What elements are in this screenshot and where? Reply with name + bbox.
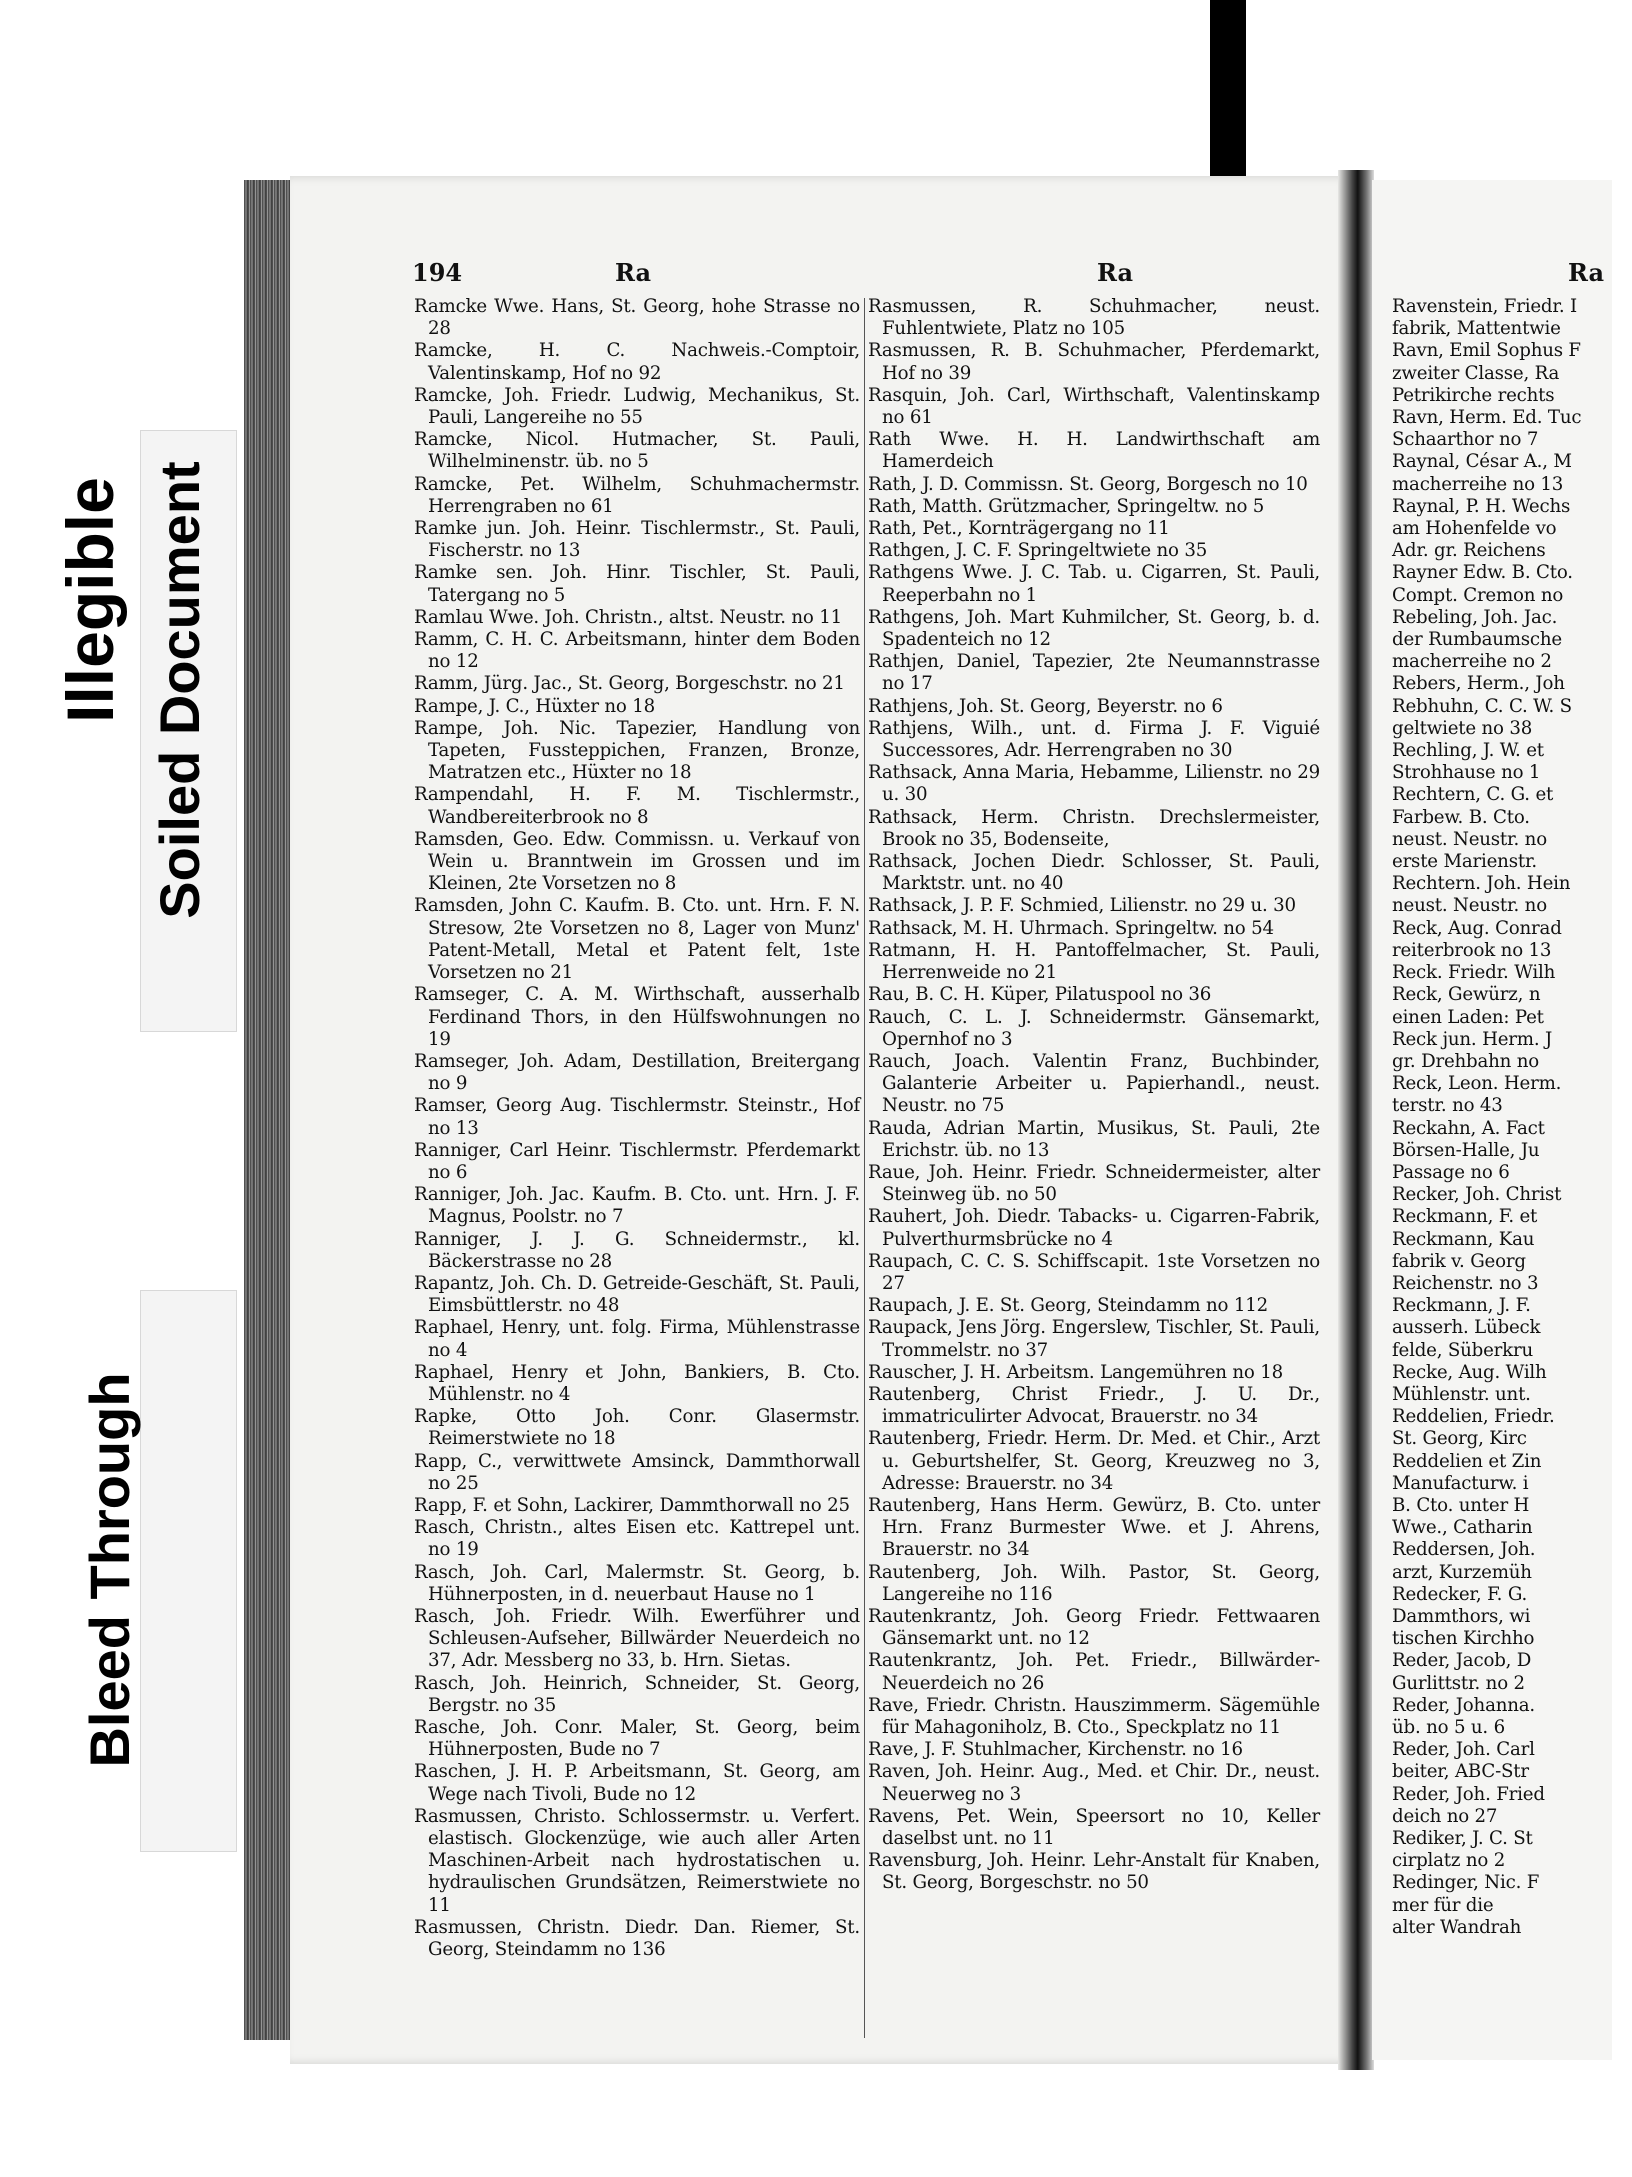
facing-page-line: Schaarthor no 7 xyxy=(1392,429,1539,451)
facing-page-line: einen Laden: Pet xyxy=(1392,1006,1544,1028)
facing-page-line: Rebhuhn, C. C. W. S xyxy=(1392,695,1572,717)
directory-entry: Rathsack, Anna Maria, Hebamme, Lilienstr. no 29 u. 30 xyxy=(868,762,1320,806)
bleed-through-label: Bleed Through xyxy=(78,1372,141,1768)
directory-entry: Rasch, Joh. Friedr. Wilh. Ewerführer und Schleusen-Aufseher, Billwärder Neuerdeich no 37, Adr. Messberg no 33, b. Hrn. Sietas. xyxy=(414,1605,860,1672)
directory-entry: Rapp, C., verwittwete Amsinck, Dammthorwall no 25 xyxy=(414,1450,860,1494)
facing-page-line: Raynal, César A., M xyxy=(1392,451,1572,473)
directory-entry: Rauhert, Joh. Diedr. Tabacks- u. Cigarren-Fabrik, Pulverthurmsbrücke no 4 xyxy=(868,1206,1320,1250)
directory-column-left xyxy=(414,296,860,1961)
directory-entry: Rath, Matth. Grützmacher, Springeltw. no 5 xyxy=(868,495,1265,517)
facing-page-line: Reckahn, A. Fact xyxy=(1392,1117,1545,1139)
facing-page-line: Reder, Joh. Carl xyxy=(1392,1739,1535,1761)
facing-page-line: Ravn, Emil Sophus F xyxy=(1392,340,1581,362)
facing-page-line: deich no 27 xyxy=(1392,1805,1498,1827)
directory-entry: Rampe, J. C., Hüxter no 18 xyxy=(414,695,655,717)
directory-entry: Rautenberg, Friedr. Herm. Dr. Med. et Chir., Arzt u. Geburtshelfer, St. Georg, Kreuzweg no 3, Adresse: Brauerstr. no 34 xyxy=(868,1428,1320,1494)
directory-entry: Rasche, Joh. Conr. Maler, St. Georg, beim Hühnerposten, Bude no 7 xyxy=(414,1717,860,1761)
directory-entry: Ramcke, Joh. Friedr. Ludwig, Mechanikus, St. Pauli, Langereihe no 55 xyxy=(414,384,860,429)
facing-page-line: neust. Neustr. no xyxy=(1392,828,1547,850)
directory-entry: Rautenkrantz, Joh. Pet. Friedr., Billwärder-Neuerdeich no 26 xyxy=(868,1650,1320,1694)
facing-page-line: Rebers, Herm., Joh xyxy=(1392,673,1565,695)
facing-page-line: Rebeling, Joh. Jac. xyxy=(1392,606,1558,628)
facing-page-line: Redinger, Nic. F xyxy=(1392,1872,1540,1894)
bookmark-ribbon xyxy=(1210,0,1246,188)
directory-entry: Raphael, Henry et John, Bankiers, B. Cto. Mühlenstr. no 4 xyxy=(414,1361,860,1405)
directory-entry: Raupach, C. C. S. Schiffscapit. 1ste Vorsetzen no 27 xyxy=(868,1250,1320,1294)
facing-page-line: reiterbrook no 13 xyxy=(1392,939,1552,961)
directory-entry: Rautenberg, Christ Friedr., J. U. Dr., immatriculirter Advocat, Brauerstr. no 34 xyxy=(868,1383,1320,1428)
facing-page-line: Rechling, J. W. et xyxy=(1392,740,1544,762)
directory-entry: Rathjens, Joh. St. Georg, Beyerstr. no 6 xyxy=(868,695,1223,717)
facing-page-line: üb. no 5 u. 6 xyxy=(1392,1717,1505,1738)
directory-entry: Rautenkrantz, Joh. Georg Friedr. Fettwaaren Gänsemarkt unt. no 12 xyxy=(868,1605,1320,1650)
directory-entry: Ramcke, Nicol. Hutmacher, St. Pauli, Wilhelminenstr. üb. no 5 xyxy=(414,429,860,473)
facing-page-line: Reddersen, Joh. xyxy=(1392,1539,1536,1561)
facing-page-line: macherreihe no 13 xyxy=(1392,473,1564,495)
facing-page-line: B. Cto. unter H xyxy=(1392,1494,1530,1516)
facing-page-line: Reddelien et Zin xyxy=(1392,1450,1542,1472)
column-divider xyxy=(864,298,865,2038)
directory-entry: Rapp, F. et Sohn, Lackirer, Dammthorwall no 25 xyxy=(414,1494,850,1516)
facing-page-line: Reddelien, Friedr. xyxy=(1392,1406,1555,1428)
directory-entry: Rath, Pet., Kornträgergang no 11 xyxy=(868,518,1170,540)
facing-page-line: Adr. gr. Reichens xyxy=(1392,540,1546,562)
directory-entry: Rauch, Joach. Valentin Franz, Buchbinder, Galanterie Arbeiter u. Papierhandl., neust. Neustr. no 75 xyxy=(868,1050,1320,1117)
directory-entry: Ramser, Georg Aug. Tischlermstr. Steinstr., Hof no 13 xyxy=(414,1095,860,1139)
facing-page-line: Rayner Edw. B. Cto. xyxy=(1392,562,1573,584)
facing-page-line: Reckmann, Kau xyxy=(1392,1228,1535,1250)
directory-entry: Ramseger, C. A. M. Wirthschaft, ausserhalb Ferdinand Thors, in den Hülfswohnungen no 19 xyxy=(414,984,860,1050)
directory-entry: Raue, Joh. Heinr. Friedr. Schneidermeister, alter Steinweg üb. no 50 xyxy=(868,1161,1320,1206)
facing-page-line: Reck jun. Herm. J xyxy=(1392,1028,1553,1050)
directory-entry: Rave, J. F. Stuhlmacher, Kirchenstr. no 16 xyxy=(868,1739,1243,1761)
facing-page-line: Reck, Leon. Herm. xyxy=(1392,1073,1562,1095)
facing-page-line: Wwe., Catharin xyxy=(1392,1517,1533,1539)
directory-entry: Rauda, Adrian Martin, Musikus, St. Pauli, 2te Erichstr. üb. no 13 xyxy=(868,1117,1320,1161)
directory-entry: Rasquin, Joh. Carl, Wirthschaft, Valentinskamp no 61 xyxy=(868,384,1320,429)
directory-entry: Ratmann, H. H. Pantoffelmacher, St. Pauli, Herrenweide no 21 xyxy=(868,939,1320,984)
running-head-left: Ra xyxy=(615,258,652,287)
directory-entry: Rasch, Joh. Carl, Malermstr. St. Georg, b. Hühnerposten, in d. neuerbaut Hause no 1 xyxy=(414,1561,860,1605)
directory-entry: Ramsden, Geo. Edw. Commissn. u. Verkauf von Wein u. Branntwein im Grossen und im Kleinen, 2te Vorsetzen no 8 xyxy=(414,828,860,895)
directory-entry: Ramsden, John C. Kaufm. B. Cto. unt. Hrn. F. N. Stresow, 2te Vorsetzen no 8, Lager von Munz' Patent-Metall, Metal et Patent felt, 1ste Vorsetzen no 21 xyxy=(414,895,860,984)
facing-page-line: St. Georg, Kirc xyxy=(1392,1428,1527,1450)
directory-entry: Ranniger, Carl Heinr. Tischlermstr. Pferdemarkt no 6 xyxy=(414,1139,860,1183)
directory-entry: Rathjen, Daniel, Tapezier, 2te Neumannstrasse no 17 xyxy=(868,651,1320,695)
directory-column-right xyxy=(868,296,1320,1895)
directory-entry: Raupack, Jens Jörg. Engerslew, Tischler, St. Pauli, Trommelstr. no 37 xyxy=(868,1317,1320,1361)
facing-page-line: Ravenstein, Friedr. I xyxy=(1392,296,1577,317)
facing-page-line: Reck, Aug. Conrad xyxy=(1392,917,1562,939)
directory-entry: Raschen, J. H. P. Arbeitsmann, St. Georg, am Wege nach Tivoli, Bude no 12 xyxy=(414,1761,860,1805)
label-tab-bleed xyxy=(140,1290,237,1852)
illegible-label: Illegible xyxy=(53,477,127,723)
facing-page-line: fabrik, Mattentwie xyxy=(1392,318,1561,340)
directory-entry: Rapke, Otto Joh. Conr. Glasermstr. Reimerstwiete no 18 xyxy=(414,1406,860,1450)
directory-entry: Ravensburg, Joh. Heinr. Lehr-Anstalt für Knaben, St. Georg, Borgeschstr. no 50 xyxy=(868,1850,1320,1894)
directory-entry: Rampendahl, H. F. M. Tischlermstr., Wandbereiterbrook no 8 xyxy=(414,784,860,828)
soiled-document-label: Soiled Document xyxy=(148,461,211,919)
directory-entry: Rathsack, Jochen Diedr. Schlosser, St. Pauli, Marktstr. unt. no 40 xyxy=(868,851,1320,895)
facing-page-line: am Hohenfelde vo xyxy=(1392,518,1557,540)
facing-page-line: Recke, Aug. Wilh xyxy=(1392,1361,1547,1383)
directory-entry: Rasmussen, R. Schuhmacher, neust. Fuhlentwiete, Platz no 105 xyxy=(868,296,1320,340)
directory-entry: Rath, J. D. Commissn. St. Georg, Borgesch no 10 xyxy=(868,473,1308,495)
directory-entry: Ramseger, Joh. Adam, Destillation, Breitergang no 9 xyxy=(414,1050,860,1095)
directory-entry: Ravens, Pet. Wein, Speersort no 10, Keller daselbst unt. no 11 xyxy=(868,1805,1320,1850)
directory-entry: Rath Wwe. H. H. Landwirthschaft am Hamerdeich xyxy=(868,429,1320,473)
page-edges xyxy=(244,180,292,2040)
facing-page-line: felde, Süberkru xyxy=(1392,1339,1533,1361)
facing-page-line: Passage no 6 xyxy=(1392,1161,1510,1183)
directory-entry: Rathsack, M. H. Uhrmach. Springeltw. no 54 xyxy=(868,917,1274,939)
facing-page-line: zweiter Classe, Ra xyxy=(1392,362,1560,384)
facing-page-line: macherreihe no 2 xyxy=(1392,651,1552,673)
directory-entry: Rapantz, Joh. Ch. D. Getreide-Geschäft, St. Pauli, Eimsbüttlerstr. no 48 xyxy=(414,1272,860,1317)
facing-page-line: Raynal, P. H. Wechs xyxy=(1392,495,1571,517)
directory-entry: Ranniger, J. J. G. Schneidermstr., kl. Bäckerstrasse no 28 xyxy=(414,1228,860,1272)
facing-page-line: Rechtern. Joh. Hein xyxy=(1392,873,1571,895)
facing-page-line: Manufacturw. i xyxy=(1392,1472,1529,1494)
directory-entry: Rasch, Christn., altes Eisen etc. Kattrepel unt. no 19 xyxy=(414,1517,860,1561)
directory-entry: Rampe, Joh. Nic. Tapezier, Handlung von Tapeten, Fussteppichen, Franzen, Bronze, Matratzen etc., Hüxter no 18 xyxy=(414,717,860,784)
directory-entry: Rasch, Joh. Heinrich, Schneider, St. Georg, Bergstr. no 35 xyxy=(414,1672,860,1716)
facing-page-line: Recker, Joh. Christ xyxy=(1392,1184,1562,1206)
facing-page-line: Rechtern, C. G. et xyxy=(1392,784,1554,806)
directory-entry: Rasmussen, R. B. Schuhmacher, Pferdemarkt, Hof no 39 xyxy=(868,340,1320,384)
facing-page-line: fabrik v. Georg xyxy=(1392,1250,1526,1272)
facing-page-line: Reck. Friedr. Wilh xyxy=(1392,962,1556,984)
directory-entry: Rathgens Wwe. J. C. Tab. u. Cigarren, St. Pauli, Reeperbahn no 1 xyxy=(868,562,1320,606)
facing-page-line: gr. Drehbahn no xyxy=(1392,1050,1540,1072)
directory-entry: Rathsack, J. P. F. Schmied, Lilienstr. no 29 u. 30 xyxy=(868,895,1296,917)
facing-page-line: Reder, Joh. Fried xyxy=(1392,1783,1545,1805)
directory-entry: Ramke jun. Joh. Heinr. Tischlermstr., St. Pauli, Fischerstr. no 13 xyxy=(414,518,860,562)
running-head-right: Ra xyxy=(1097,258,1134,287)
facing-page-line: cirplatz no 2 xyxy=(1392,1850,1506,1872)
facing-page-line: Strohhause no 1 xyxy=(1392,762,1541,784)
directory-entry: Raphael, Henry, unt. folg. Firma, Mühlenstrasse no 4 xyxy=(414,1317,860,1361)
directory-entry: Rathsack, Herm. Christn. Drechslermeister, Brook no 35, Bodenseite, xyxy=(868,806,1320,850)
facing-page-line: Farbew. B. Cto. xyxy=(1392,806,1530,828)
directory-entry: Rautenberg, Hans Herm. Gewürz, B. Cto. unter Hrn. Franz Burmester Wwe. et J. Ahrens, Brauerstr. no 34 xyxy=(868,1494,1320,1561)
directory-entry: Rauscher, J. H. Arbeitsm. Langemühren no 18 xyxy=(868,1361,1283,1383)
facing-page-line: tischen Kirchho xyxy=(1392,1628,1535,1650)
facing-page-line: beiter, ABC-Str xyxy=(1392,1761,1529,1783)
facing-page-line: ausserh. Lübeck xyxy=(1392,1317,1541,1339)
facing-page-line: geltwiete no 38 xyxy=(1392,717,1533,739)
directory-entry: Ranniger, Joh. Jac. Kaufm. B. Cto. unt. Hrn. J. F. Magnus, Poolstr. no 7 xyxy=(414,1184,860,1228)
directory-entry: Ramke sen. Joh. Hinr. Tischler, St. Pauli, Tatergang no 5 xyxy=(414,562,860,606)
directory-entry: Rathgens, Joh. Mart Kuhmilcher, St. Georg, b. d. Spadenteich no 12 xyxy=(868,606,1320,651)
facing-page-line: der Rumbaumsche xyxy=(1392,629,1562,651)
facing-page-line: Ravn, Herm. Ed. Tuc xyxy=(1392,407,1582,429)
facing-page-line: Reck, Gewürz, n xyxy=(1392,984,1541,1006)
directory-entry: Ramlau Wwe. Joh. Christn., altst. Neustr. no 11 xyxy=(414,606,842,628)
facing-page-line: Reder, Jacob, D xyxy=(1392,1650,1532,1672)
facing-page-line: Börsen-Halle, Ju xyxy=(1392,1139,1540,1161)
directory-entry: Rasmussen, Christn. Diedr. Dan. Riemer, St. Georg, Steindamm no 136 xyxy=(414,1916,860,1961)
directory-entry: Rautenberg, Joh. Wilh. Pastor, St. Georg, Langereihe no 116 xyxy=(868,1561,1320,1605)
directory-entry: Ramcke, Pet. Wilhelm, Schuhmachermstr. Herrengraben no 61 xyxy=(414,473,860,517)
running-head-facing-page: Ra xyxy=(1568,258,1605,287)
directory-entry: Rathjens, Wilh., unt. d. Firma J. F. Viguié Successores, Adr. Herrengraben no 30 xyxy=(868,717,1320,762)
directory-entry: Ramcke Wwe. Hans, St. Georg, hohe Strasse no 28 xyxy=(414,296,860,340)
directory-entry: Ramm, C. H. C. Arbeitsmann, hinter dem Boden no 12 xyxy=(414,629,860,673)
facing-page-line: Compt. Cremon no xyxy=(1392,584,1564,606)
directory-entry: Raupach, J. E. St. Georg, Steindamm no 112 xyxy=(868,1295,1268,1317)
facing-page-line: alter Wandrah xyxy=(1392,1916,1522,1938)
facing-page-line: neust. Neustr. no xyxy=(1392,895,1547,917)
directory-entry: Ramm, Jürg. Jac., St. Georg, Borgeschstr. no 21 xyxy=(414,673,845,695)
facing-page-line: mer für die xyxy=(1392,1894,1494,1916)
facing-page-line: Mühlenstr. unt. xyxy=(1392,1383,1531,1405)
facing-page-line: Petrikirche rechts xyxy=(1392,384,1555,406)
facing-page-line: Dammthors, wi xyxy=(1392,1605,1531,1627)
facing-page-line: Reder, Johanna. xyxy=(1392,1694,1535,1716)
directory-entry: Rauch, C. L. J. Schneidermstr. Gänsemarkt, Opernhof no 3 xyxy=(868,1006,1320,1050)
directory-entry: Rau, B. C. H. Küper, Pilatuspool no 36 xyxy=(868,984,1212,1006)
facing-page-line: arzt, Kurzemüh xyxy=(1392,1561,1532,1583)
directory-column-facing xyxy=(1392,296,1632,1939)
facing-page-line: Gurlittstr. no 2 xyxy=(1392,1672,1525,1694)
book-gutter xyxy=(1338,170,1374,2070)
directory-entry: Ramcke, H. C. Nachweis.-Comptoir, Valentinskamp, Hof no 92 xyxy=(414,340,860,384)
directory-entry: Raven, Joh. Heinr. Aug., Med. et Chir. Dr., neust. Neuerweg no 3 xyxy=(868,1761,1320,1805)
facing-page-line: Reckmann, F. et xyxy=(1392,1206,1538,1228)
facing-page-line: Reichenstr. no 3 xyxy=(1392,1272,1539,1294)
directory-entry: Rave, Friedr. Christn. Hauszimmerm. Sägemühle für Mahagoniholz, B. Cto., Speckplatz no 11 xyxy=(868,1694,1320,1738)
directory-entry: Rathgen, J. C. F. Springeltwiete no 35 xyxy=(868,540,1208,562)
facing-page-line: erste Marienstr. xyxy=(1392,851,1538,873)
facing-page-line: terstr. no 43 xyxy=(1392,1095,1503,1117)
directory-entry: Rasmussen, Christo. Schlossermstr. u. Verfert. elastisch. Glockenzüge, wie auch aller Arten Maschinen-Arbeit nach hydrostatischen u. hydraulischen Grundsätzen, Reimerstwiete no 11 xyxy=(414,1805,860,1916)
facing-page-line: Reckmann, J. F. xyxy=(1392,1295,1531,1317)
page-number: 194 xyxy=(412,258,463,287)
facing-page-line: Rediker, J. C. St xyxy=(1392,1828,1533,1850)
facing-page-line: Redecker, F. G. xyxy=(1392,1583,1528,1605)
